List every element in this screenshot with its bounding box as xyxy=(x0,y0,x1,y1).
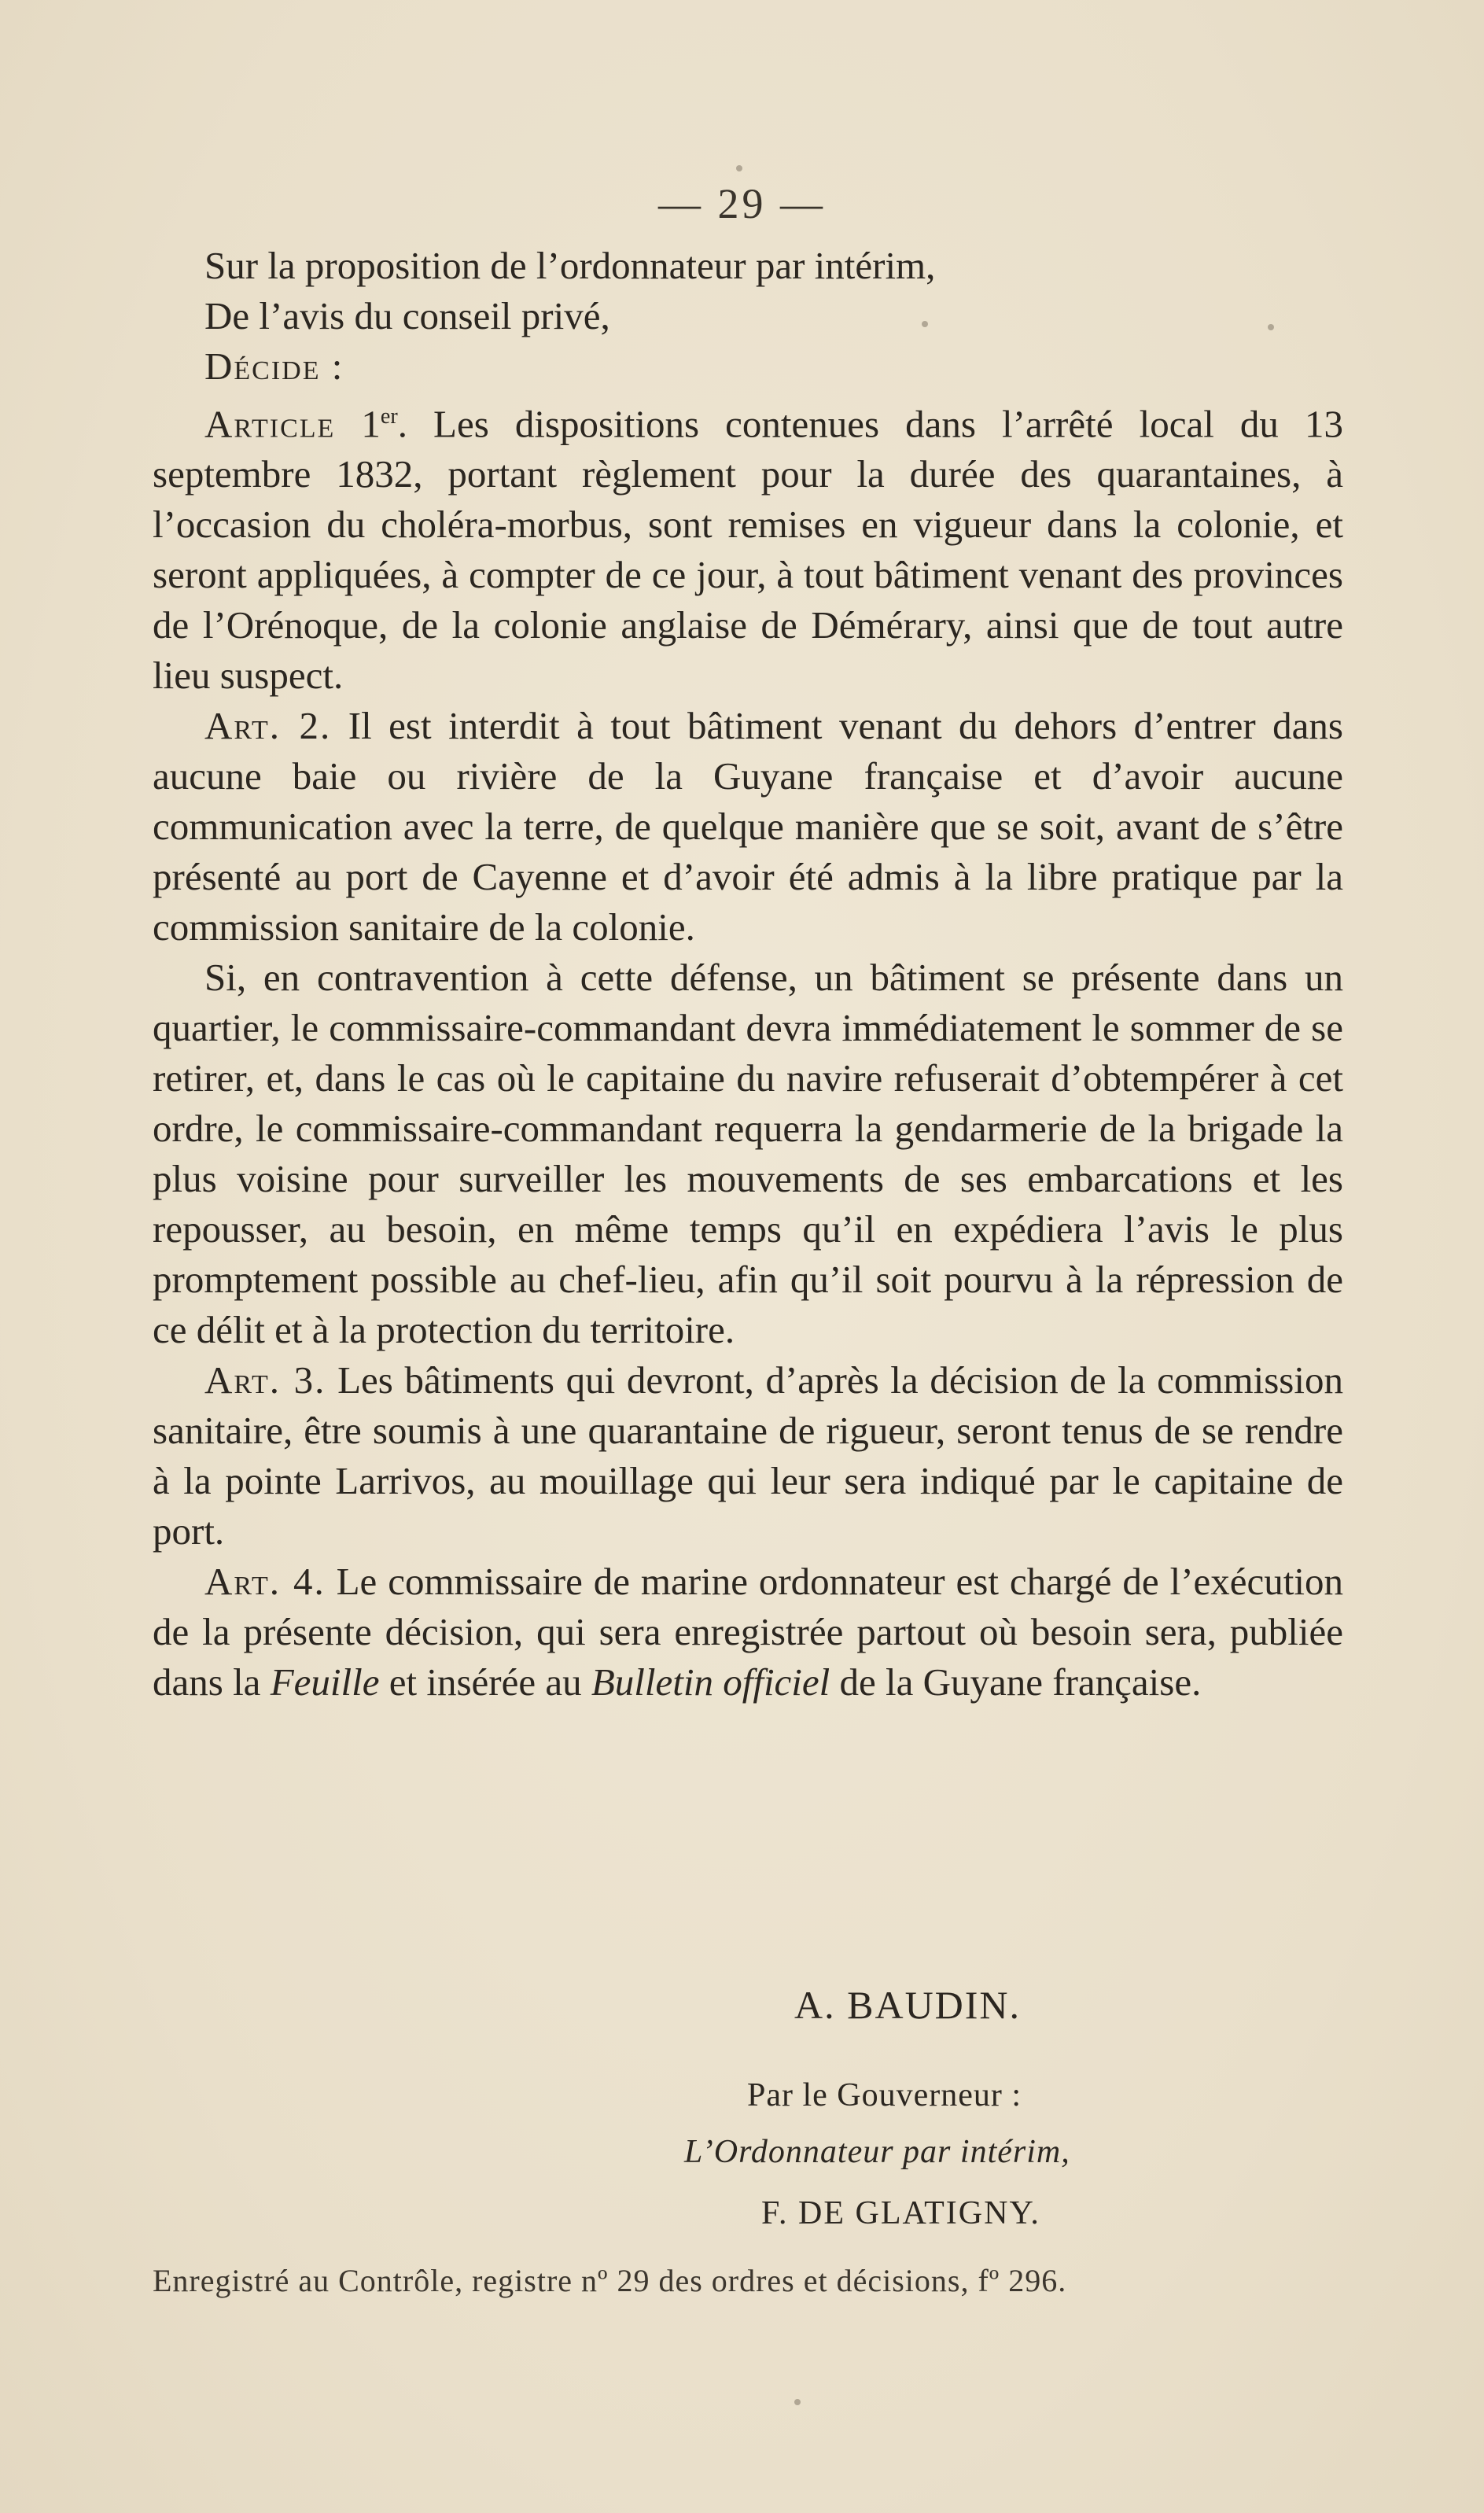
article-1 xyxy=(153,392,1343,701)
ordonnateur-signature: F. DE GLATIGNY. xyxy=(761,2195,1040,2231)
article-4-text-b: et insérée au xyxy=(379,1660,591,1704)
preamble-avis: De l’avis du conseil privé, xyxy=(204,294,610,337)
article-1-label: Article xyxy=(204,402,336,446)
article-3-label: Art. 3. xyxy=(204,1358,326,1402)
article-4-text-c: de la Guyane française. xyxy=(830,1660,1202,1704)
article-3 xyxy=(153,1355,1343,1557)
preamble-proposition: Sur la proposition de l’ordonnateur par intérim, xyxy=(204,244,936,287)
article-3-text: Les bâtiments qui devront, d’après la décision de la commission sanitaire, être soumis à une quarantaine de rigueur, seront tenus de se rendre à la pointe Larrivos, au mouillage qui leur sera indiqué par le capitaine de port. xyxy=(153,1358,1343,1553)
feuille-title: Feuille xyxy=(270,1660,380,1704)
page-number: — 29 — xyxy=(658,180,826,227)
article-1-text: . Les dispositions contenues dans l’arrêté local du 13 septembre 1832, portant règlement pour la durée des quarantaines, à l’occasion du choléra-morbus, sont remises en vigueur dans la colonie, et seront appliquées, à compter de ce jour, à tout bâtiment venant des provinces de l’Orénoque, de la colonie anglaise de Démérary, ainsi que de tout autre lieu suspect. xyxy=(153,402,1343,698)
ordonnateur-title: L’Ordonnateur par intérim, xyxy=(684,2134,1070,2170)
article-2-label: Art. 2. xyxy=(204,704,332,748)
article-1-superscript: er xyxy=(380,404,398,429)
paper-speck xyxy=(1268,324,1274,330)
registration-note: Enregistré au Contrôle, registre nº 29 des ordres et décisions, fº 296. xyxy=(153,2263,1067,2298)
par-le-gouverneur: Par le Gouverneur : xyxy=(747,2077,1022,2113)
decide-heading: Décide : xyxy=(204,345,344,388)
paper-speck xyxy=(736,165,742,171)
article-4-text-a: Le commissaire de marine ordonnateur est chargé de l’exécution de la présente décision, qui sera enregistrée partout où besoin sera, publiée dans la xyxy=(153,1560,1343,1704)
article-2 xyxy=(153,701,1343,953)
bulletin-title: Bulletin officiel xyxy=(591,1660,830,1704)
governor-signature: A. BAUDIN. xyxy=(794,1983,1022,2027)
decision-body xyxy=(153,241,1343,1708)
article-4-label: Art. 4. xyxy=(204,1560,326,1604)
article-1-number: 1 xyxy=(361,402,381,446)
article-2-paragraph-2: Si, en contravention à cette défense, un bâtiment se présente dans un quartier, le commissaire-commandant devra immédiatement le sommer de se retirer, et, dans le cas où le capitaine du navire refuserait d’obtempérer à cet ordre, le commissaire-commandant requerra la gendarmerie de la brigade la plus voisine pour surveiller les mouvements de ses embarcations et les repousser, au besoin, en même temps qu’il en expédiera l’avis le plus promptement possible au chef-lieu, afin qu’il soit pourvu à la répression de ce délit et à la protection du territoire. xyxy=(153,956,1343,1352)
paper-speck xyxy=(794,2399,801,2405)
article-4 xyxy=(153,1557,1343,1708)
paper-speck xyxy=(922,321,928,327)
article-2-text: Il est interdit à tout bâtiment venant du dehors d’entrer dans aucune baie ou rivière de la Guyane française et d’avoir aucune communication avec la terre, de quelque manière que se soit, avant de s’être présenté au port de Cayenne et d’avoir été admis à la libre pratique par la commission sanitaire de la colonie. xyxy=(153,704,1344,949)
